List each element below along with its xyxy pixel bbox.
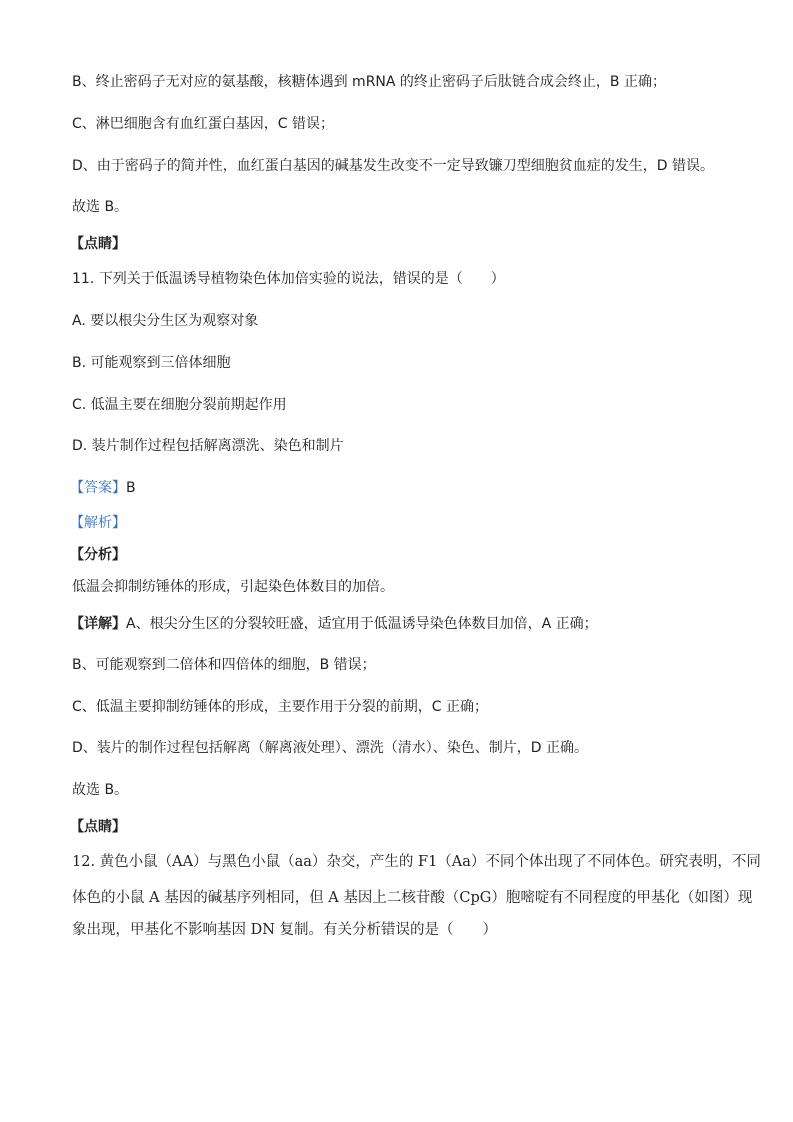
choose-line-11: 故选 B。 — [72, 782, 129, 798]
answer-label: 【答案】 — [70, 480, 126, 496]
answer-value: B — [126, 480, 136, 496]
detail-line-d: D、装片的制作过程包括解离（解离液处理）、漂洗（清水）、染色、制片，D 正确。 — [72, 740, 589, 756]
question-12-line-2: 体色的小鼠 A 基因的碱基序列相同，但 A 基因上二核苷酸（CpG）胞嘧啶有不同程度的甲基化（如图）现 — [72, 890, 753, 906]
detail-label: 【详解】 — [70, 616, 126, 632]
detail-line-c: C、低温主要抑制纺锤体的形成，主要作用于分裂的前期，C 正确； — [72, 699, 488, 715]
analysis-label: 【解析】 — [70, 515, 126, 531]
detail-line-b: B、可能观察到二倍体和四倍体的细胞，B 错误； — [72, 657, 376, 673]
detail-a-text: A、根尖分生区的分裂较旺盛，适宜用于低温诱导染色体数目加倍，A 正确； — [126, 616, 598, 632]
option-b: B. 可能观察到三倍体细胞 — [72, 355, 231, 371]
question-12-line-3: 象出现，甲基化不影响基因 DN 复制。有关分析错误的是（ ） — [72, 922, 498, 938]
explanation-line-d: D、由于密码子的简并性，血红蛋白基因的碱基发生改变不一定导致镰刀型细胞贫血症的发生，D 错误。 — [72, 158, 715, 174]
question-11-stem: 11. 下列关于低温诱导植物染色体加倍实验的说法，错误的是（ ） — [72, 271, 505, 287]
option-d: D. 装片制作过程包括解离漂洗、染色和制片 — [72, 438, 344, 454]
explanation-line-b: B、终止密码子无对应的氨基酸，核糖体遇到 mRNA 的终止密码子后肽链合成会终止，B 正确； — [72, 74, 666, 90]
choose-line: 故选 B。 — [72, 199, 129, 215]
option-c: C. 低温主要在细胞分裂前期起作用 — [72, 397, 287, 413]
dianjing-label: 【点睛】 — [70, 236, 126, 252]
explanation-line-c: C、淋巴细胞含有血红蛋白基因，C 错误； — [72, 116, 334, 132]
question-12-line-1: 12. 黄色小鼠（AA）与黑色小鼠（aa）杂交，产生的 F1（Aa）不同个体出现了不同体色。研究表明，不同 — [72, 854, 761, 870]
fenxi-label: 【分析】 — [70, 547, 126, 563]
detail-line-a — [70, 614, 598, 634]
fenxi-text: 低温会抑制纺锤体的形成，引起染色体数目的加倍。 — [72, 579, 394, 595]
answer-line — [70, 478, 136, 498]
option-a: A. 要以根尖分生区为观察对象 — [72, 313, 259, 329]
dianjing-label-11: 【点睛】 — [70, 819, 126, 835]
